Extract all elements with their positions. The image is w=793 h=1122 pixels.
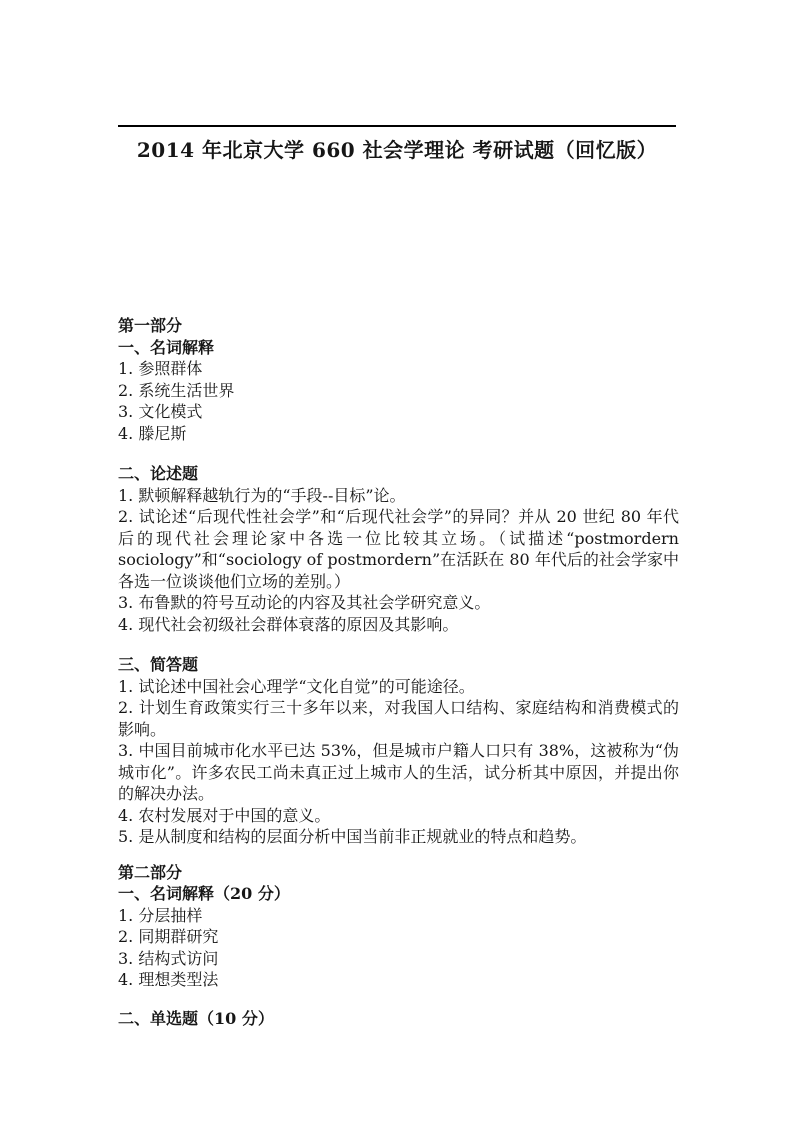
question-item: 3. 布鲁默的符号互动论的内容及其社会学研究意义。: [118, 593, 491, 612]
question-item: 2. 试论述“后现代性社会学”和“后现代社会学”的异同？并从 20 世纪 80 年代后的现代社会理论家中各选一位比较其立场。（试描述“postmordern sociology”和“sociology of postmordern”在活跃在 80 年代后的社会学家中各选一位谈谈他们立场的差别。）: [118, 507, 679, 591]
part2-section-glossary: [118, 883, 679, 991]
part2-section-single-choice: [118, 1008, 679, 1030]
question-item: 1. 试论述中国社会心理学“文化自觉”的可能途径。: [118, 676, 475, 696]
question-item: 3. 结构式访问: [118, 948, 219, 968]
section-heading-short-answer: 三、简答题: [118, 655, 199, 674]
question-item: 3. 文化模式: [118, 402, 203, 421]
question-item: 1. 参照群体: [118, 359, 203, 378]
question-item: 2. 同期群研究: [118, 927, 219, 946]
question-item: 2. 计划生育政策实行三十多年以来，对我国人口结构、家庭结构和消费模式的影响。: [118, 698, 679, 739]
question-item: 4. 农村发展对于中国的意义。: [118, 805, 331, 825]
part1-section-essay: [118, 463, 679, 635]
question-item: 4. 滕尼斯: [118, 423, 187, 443]
document-title: 2014 年北京大学 660 社会学理论 考研试题（回忆版）: [136, 138, 658, 162]
section-heading-glossary: 一、名词解释: [118, 337, 215, 357]
question-item: 5. 是从制度和结构的层面分析中国当前非正规就业的特点和趋势。: [118, 827, 587, 846]
part2-heading: 第二部分: [118, 862, 183, 882]
question-item: 2. 系统生活世界: [118, 380, 235, 400]
title-divider-line: [118, 125, 676, 127]
question-item: 3. 中国目前城市化水平已达 53%，但是城市户籍人口只有 38%，这被称为“伪城市化”。许多农民工尚未真正过上城市人的生活，试分析其中原因，并提出你的解决办法。: [118, 741, 679, 803]
part1-section-glossary: [118, 337, 679, 445]
question-item: 1. 分层抽样: [118, 905, 203, 925]
part1-section-short-answer: [118, 654, 679, 848]
section-heading-glossary-20pts: 一、名词解释（20 分）: [118, 884, 290, 903]
question-item: 1. 默顿解释越轨行为的“手段--目标”论。: [118, 485, 406, 505]
question-item: 4. 现代社会初级社会群体衰落的原因及其影响。: [118, 614, 459, 634]
section-heading-single-choice-10pts: 二、单选题（10 分）: [118, 1008, 274, 1028]
section-heading-essay: 二、论述题: [118, 464, 199, 483]
question-item: 4. 理想类型法: [118, 970, 219, 989]
part1-heading: 第一部分: [118, 316, 183, 335]
document-body: [118, 315, 679, 1029]
